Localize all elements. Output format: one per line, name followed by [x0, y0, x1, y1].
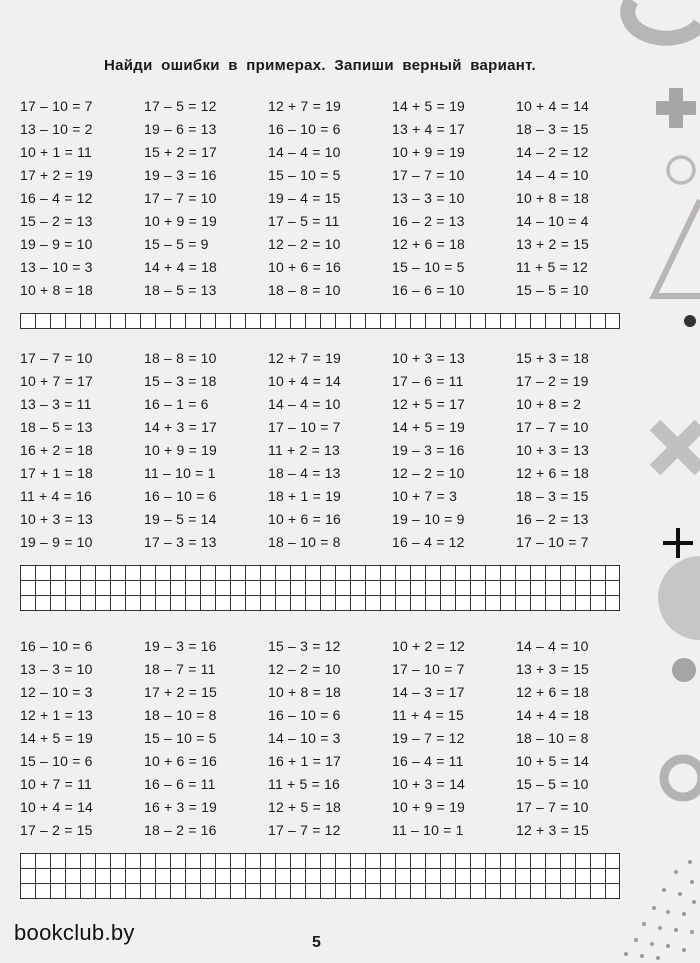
example-row — [20, 415, 640, 438]
example-equation: 10 + 3 = 13 — [392, 349, 466, 366]
example-equation: 16 – 1 = 6 — [144, 395, 209, 412]
page-number: 5 — [312, 934, 321, 951]
example-row — [20, 140, 640, 163]
example-equation: 12 – 2 = 10 — [392, 464, 465, 481]
example-row — [20, 232, 640, 255]
example-equation: 15 – 10 = 6 — [20, 752, 93, 769]
example-equation: 18 – 8 = 10 — [268, 281, 341, 298]
example-equation: 11 + 2 = 13 — [268, 441, 341, 458]
example-equation: 10 + 9 = 19 — [144, 212, 218, 229]
example-equation: 13 – 3 = 10 — [392, 189, 465, 206]
example-equation: 15 – 10 = 5 — [392, 258, 465, 275]
answer-grid-1[interactable] — [20, 313, 620, 329]
example-equation: 10 + 3 = 13 — [516, 441, 590, 458]
example-row — [20, 163, 640, 186]
example-equation: 18 – 10 = 8 — [268, 533, 341, 550]
answer-grid-3[interactable] — [20, 853, 620, 899]
example-equation: 17 + 1 = 18 — [20, 464, 94, 481]
example-equation: 19 – 10 = 9 — [392, 510, 465, 527]
example-equation: 16 – 4 = 11 — [392, 752, 464, 769]
example-equation: 19 – 3 = 16 — [144, 637, 217, 654]
example-equation: 12 – 2 = 10 — [268, 235, 341, 252]
example-row — [20, 680, 640, 703]
example-equation: 10 + 3 = 13 — [20, 510, 94, 527]
example-equation: 10 + 7 = 11 — [20, 775, 93, 792]
example-equation: 16 – 6 = 10 — [392, 281, 465, 298]
example-equation: 19 – 5 = 14 — [144, 510, 217, 527]
example-equation: 17 – 10 = 7 — [392, 660, 465, 677]
example-equation: 12 + 1 = 13 — [20, 706, 94, 723]
example-equation: 16 + 1 = 17 — [268, 752, 342, 769]
example-equation: 15 + 3 = 18 — [516, 349, 590, 366]
example-equation: 18 – 2 = 16 — [144, 821, 217, 838]
example-row — [20, 703, 640, 726]
example-equation: 18 – 3 = 15 — [516, 487, 589, 504]
example-equation: 19 – 3 = 16 — [144, 166, 217, 183]
example-row — [20, 255, 640, 278]
example-equation: 10 + 7 = 17 — [20, 372, 94, 389]
example-equation: 16 – 6 = 11 — [144, 775, 216, 792]
example-equation: 10 + 4 = 14 — [268, 372, 342, 389]
example-equation: 11 + 4 = 15 — [392, 706, 465, 723]
example-equation: 14 – 2 = 12 — [516, 143, 589, 160]
example-equation: 17 – 10 = 7 — [516, 533, 589, 550]
example-equation: 12 – 10 = 3 — [20, 683, 93, 700]
example-equation: 14 + 5 = 19 — [20, 729, 94, 746]
example-equation: 18 – 5 = 13 — [144, 281, 217, 298]
example-row — [20, 530, 640, 553]
example-row — [20, 507, 640, 530]
example-equation: 13 – 3 = 11 — [20, 395, 92, 412]
example-equation: 14 – 4 = 10 — [516, 166, 589, 183]
example-equation: 12 + 5 = 17 — [392, 395, 466, 412]
example-equation: 18 – 7 = 11 — [144, 660, 216, 677]
example-equation: 16 – 10 = 6 — [144, 487, 217, 504]
examples-block-3 — [20, 634, 640, 841]
example-equation: 14 + 5 = 19 — [392, 97, 466, 114]
example-equation: 10 + 1 = 11 — [20, 143, 93, 160]
example-equation: 15 – 5 = 10 — [516, 281, 589, 298]
example-equation: 17 – 7 = 12 — [268, 821, 341, 838]
example-row — [20, 369, 640, 392]
example-equation: 14 + 3 = 17 — [144, 418, 218, 435]
example-equation: 12 + 7 = 19 — [268, 349, 342, 366]
page-title: Найди ошибки в примерах. Запиши верный вариант. — [104, 57, 536, 74]
example-equation: 17 – 7 = 10 — [392, 166, 465, 183]
example-equation: 11 + 5 = 16 — [268, 775, 341, 792]
example-equation: 17 – 10 = 7 — [268, 418, 341, 435]
example-equation: 17 – 7 = 10 — [144, 189, 217, 206]
example-equation: 12 + 5 = 18 — [268, 798, 342, 815]
example-equation: 18 – 3 = 15 — [516, 120, 589, 137]
example-equation: 10 + 9 = 19 — [392, 798, 466, 815]
example-equation: 10 + 9 = 19 — [144, 441, 218, 458]
example-equation: 18 + 1 = 19 — [268, 487, 342, 504]
example-equation: 10 + 3 = 14 — [392, 775, 466, 792]
examples-block-2 — [20, 346, 640, 553]
example-equation: 18 – 5 = 13 — [20, 418, 93, 435]
example-equation: 10 + 8 = 18 — [516, 189, 590, 206]
example-equation: 13 – 3 = 10 — [20, 660, 93, 677]
example-row — [20, 749, 640, 772]
example-equation: 10 + 6 = 16 — [144, 752, 218, 769]
example-equation: 10 + 8 = 2 — [516, 395, 582, 412]
example-equation: 15 + 2 = 17 — [144, 143, 218, 160]
triangle-outline-icon — [654, 200, 700, 296]
example-equation: 18 – 10 = 8 — [516, 729, 589, 746]
example-equation: 19 – 7 = 12 — [392, 729, 465, 746]
example-row — [20, 209, 640, 232]
example-equation: 16 – 10 = 6 — [268, 120, 341, 137]
example-equation: 14 + 5 = 19 — [392, 418, 466, 435]
example-equation: 11 + 5 = 12 — [516, 258, 589, 275]
answer-grid-2[interactable] — [20, 565, 620, 611]
example-equation: 10 + 7 = 3 — [392, 487, 458, 504]
example-row — [20, 772, 640, 795]
example-equation: 12 + 6 = 18 — [392, 235, 466, 252]
example-row — [20, 117, 640, 140]
example-row — [20, 795, 640, 818]
example-equation: 11 + 4 = 16 — [20, 487, 93, 504]
example-equation: 14 – 4 = 10 — [268, 143, 341, 160]
example-equation: 18 – 8 = 10 — [144, 349, 217, 366]
example-equation: 15 – 10 = 5 — [268, 166, 341, 183]
circle-outline-icon — [668, 157, 694, 183]
dots-pattern-icon — [624, 860, 696, 960]
example-equation: 19 – 9 = 10 — [20, 235, 93, 252]
cross-icon — [655, 425, 700, 470]
example-equation: 16 – 4 = 12 — [392, 533, 465, 550]
example-row — [20, 726, 640, 749]
example-equation: 19 – 6 = 13 — [144, 120, 217, 137]
example-equation: 14 – 3 = 17 — [392, 683, 465, 700]
example-equation: 13 – 10 = 3 — [20, 258, 93, 275]
example-row — [20, 94, 640, 117]
example-equation: 14 – 10 = 4 — [516, 212, 589, 229]
example-equation: 17 + 2 = 19 — [20, 166, 94, 183]
example-equation: 16 – 2 = 13 — [516, 510, 589, 527]
example-equation: 14 + 4 = 18 — [516, 706, 590, 723]
example-equation: 10 + 2 = 12 — [392, 637, 466, 654]
example-equation: 12 + 7 = 19 — [268, 97, 342, 114]
example-equation: 11 – 10 = 1 — [392, 821, 464, 838]
ring-icon — [628, 0, 700, 38]
example-equation: 14 – 4 = 10 — [516, 637, 589, 654]
example-equation: 17 – 2 = 15 — [20, 821, 93, 838]
example-row — [20, 484, 640, 507]
example-equation: 18 – 4 = 13 — [268, 464, 341, 481]
example-equation: 15 – 5 = 10 — [516, 775, 589, 792]
example-row — [20, 186, 640, 209]
example-equation: 15 – 5 = 9 — [144, 235, 209, 252]
example-equation: 16 – 10 = 6 — [268, 706, 341, 723]
example-equation: 12 + 3 = 15 — [516, 821, 590, 838]
example-equation: 17 – 2 = 19 — [516, 372, 589, 389]
example-equation: 12 + 6 = 18 — [516, 464, 590, 481]
example-row — [20, 634, 640, 657]
example-row — [20, 278, 640, 301]
example-equation: 17 + 2 = 15 — [144, 683, 218, 700]
example-equation: 16 – 2 = 13 — [392, 212, 465, 229]
example-equation: 14 – 10 = 3 — [268, 729, 341, 746]
example-equation: 17 – 6 = 11 — [392, 372, 464, 389]
site-logo: bookclub.by — [14, 920, 135, 945]
plus-icon — [656, 88, 696, 128]
example-equation: 15 – 2 = 13 — [20, 212, 93, 229]
half-circle-decor — [658, 556, 700, 640]
example-row — [20, 657, 640, 680]
example-equation: 17 – 3 = 13 — [144, 533, 217, 550]
example-row — [20, 818, 640, 841]
example-equation: 12 – 2 = 10 — [268, 660, 341, 677]
example-equation: 17 – 10 = 7 — [20, 97, 93, 114]
example-equation: 10 + 9 = 19 — [392, 143, 466, 160]
example-equation: 11 – 10 = 1 — [144, 464, 216, 481]
example-equation: 17 – 5 = 11 — [268, 212, 340, 229]
example-equation: 15 – 3 = 18 — [144, 372, 217, 389]
example-equation: 14 + 4 = 18 — [144, 258, 218, 275]
example-equation: 19 – 4 = 15 — [268, 189, 341, 206]
example-equation: 10 + 4 = 14 — [516, 97, 590, 114]
example-equation: 15 – 10 = 5 — [144, 729, 217, 746]
example-row — [20, 392, 640, 415]
example-equation: 17 – 7 = 10 — [516, 798, 589, 815]
ring-icon — [664, 759, 700, 797]
example-equation: 16 + 3 = 19 — [144, 798, 218, 815]
example-equation: 16 – 4 = 12 — [20, 189, 93, 206]
plus-thin-icon — [663, 528, 693, 558]
example-equation: 13 + 3 = 15 — [516, 660, 590, 677]
dot-icon — [672, 658, 696, 682]
example-equation: 17 – 5 = 12 — [144, 97, 217, 114]
example-equation: 10 + 5 = 14 — [516, 752, 590, 769]
example-equation: 17 – 7 = 10 — [516, 418, 589, 435]
example-equation: 19 – 9 = 10 — [20, 533, 93, 550]
examples-block-1 — [20, 94, 640, 301]
example-equation: 16 + 2 = 18 — [20, 441, 94, 458]
dot-icon — [684, 315, 696, 327]
example-equation: 10 + 4 = 14 — [20, 798, 94, 815]
example-row — [20, 461, 640, 484]
example-equation: 10 + 6 = 16 — [268, 510, 342, 527]
example-row — [20, 438, 640, 461]
example-equation: 19 – 3 = 16 — [392, 441, 465, 458]
example-equation: 13 – 10 = 2 — [20, 120, 93, 137]
example-equation: 10 + 8 = 18 — [268, 683, 342, 700]
example-equation: 13 + 2 = 15 — [516, 235, 590, 252]
example-equation: 13 + 4 = 17 — [392, 120, 466, 137]
example-row — [20, 346, 640, 369]
example-equation: 14 – 4 = 10 — [268, 395, 341, 412]
example-equation: 10 + 6 = 16 — [268, 258, 342, 275]
example-equation: 18 – 10 = 8 — [144, 706, 217, 723]
example-equation: 15 – 3 = 12 — [268, 637, 341, 654]
example-equation: 17 – 7 = 10 — [20, 349, 93, 366]
example-equation: 10 + 8 = 18 — [20, 281, 94, 298]
example-equation: 16 – 10 = 6 — [20, 637, 93, 654]
example-equation: 12 + 6 = 18 — [516, 683, 590, 700]
